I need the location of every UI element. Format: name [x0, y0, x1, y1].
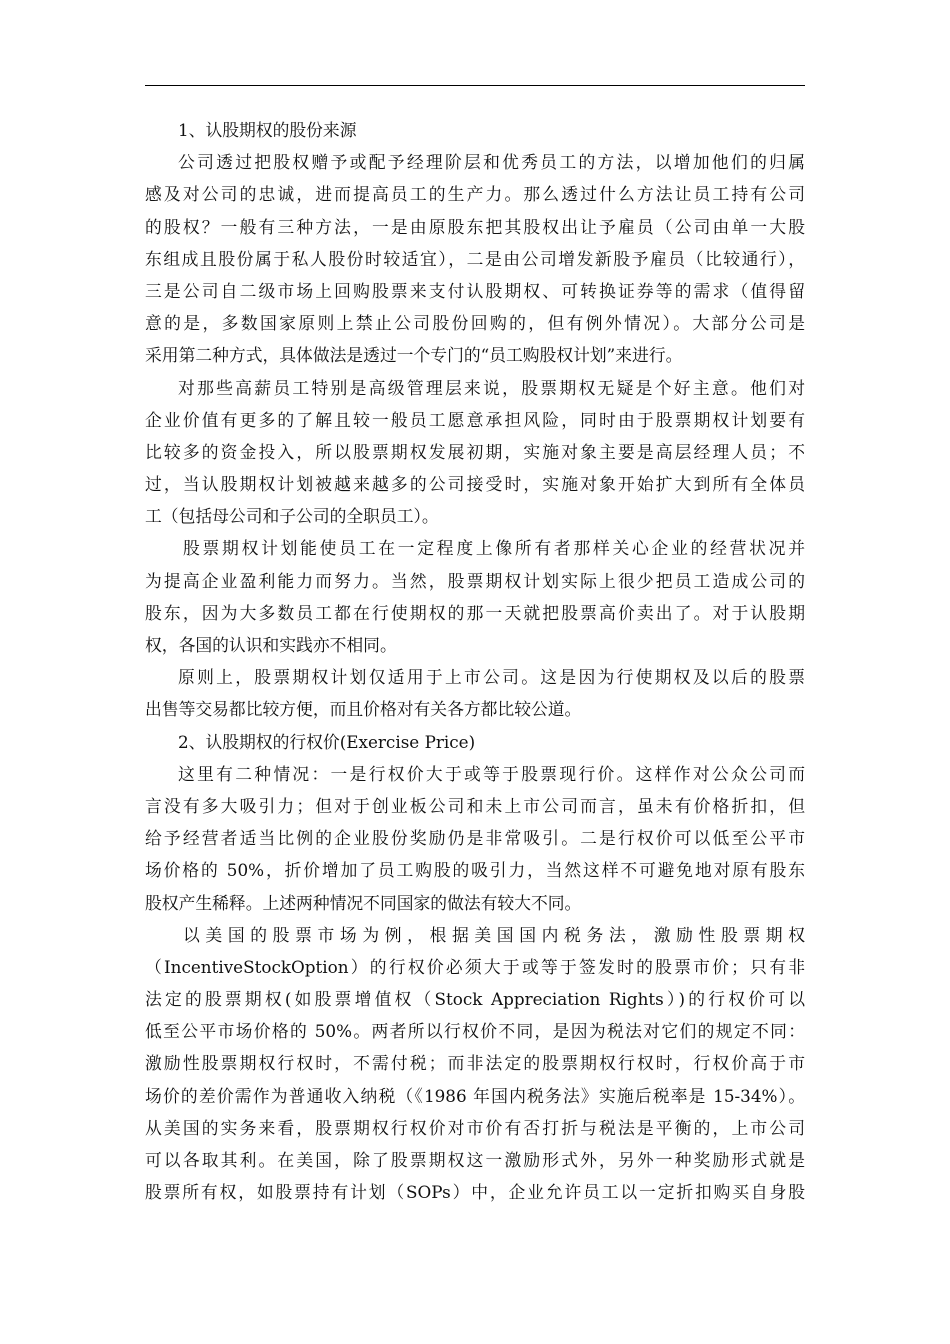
paragraph-line: 可以各取其利。在美国，除了股票期权这一激励形式外，另外一种奖励形式就是 — [145, 1150, 805, 1170]
paragraph-line: 权，各国的认识和实践亦不相同。 — [145, 635, 397, 655]
header-rule — [145, 85, 805, 86]
paragraph-line: 东组成且股份属于私人股份时较适宜），二是由公司增发新股予雇员（比较通行）， — [145, 248, 805, 269]
paragraph-line: 感及对公司的忠诚，进而提高员工的生产力。那么透过什么方法让员工持有公司 — [145, 184, 805, 205]
paragraph-line: 企业价值有更多的了解且较一般员工愿意承担风险，同时由于股票期权计划要有 — [145, 409, 805, 430]
section-heading-2: 2、认股期权的行权价(Exercise Price) — [178, 731, 476, 752]
paragraph-line: 公司透过把股权赠予或配予经理阶层和优秀员工的方法，以增加他们的归属 — [178, 152, 805, 173]
paragraph-line: 股票期权计划能使员工在一定程度上像所有者那样关心企业的经营状况并 — [183, 538, 805, 559]
paragraph-line: 比较多的资金投入，所以股票期权发展初期，实施对象主要是高层经理人员；不 — [145, 441, 805, 462]
paragraph-line: 激励性股票期权行权时，不需付税；而非法定的股票期权行权时，行权价高于市 — [145, 1053, 805, 1074]
paragraph-line: 场价的差价需作为普通收入纳税（《1986 年国内税务法》实施后税率是 15-34%）。 — [145, 1085, 805, 1106]
paragraph-line: 三是公司自二级市场上回购股票来支付认股期权、可转换证券等的需求（值得留 — [145, 280, 805, 301]
paragraph-line: 以美国的股票市场为例，根据美国国内税务法，激励性股票期权 — [183, 924, 805, 945]
paragraph-line: 低至公平市场价格的 50%。两者所以行权价不同，是因为税法对它们的规定不同： — [145, 1021, 805, 1042]
paragraph-line: 言没有多大吸引力；但对于创业板公司和未上市公司而言，虽未有价格折扣，但 — [145, 795, 805, 816]
paragraph-line: 给予经营者适当比例的企业股份奖励仍是非常吸引。二是行权价可以低至公平市 — [145, 828, 805, 849]
paragraph-line: 从美国的实务来看，股票期权行权价对市价有否打折与税法是平衡的，上市公司 — [145, 1117, 805, 1138]
paragraph-line: 过，当认股期权计划被越来越多的公司接受时，实施对象开始扩大到所有全体员 — [145, 474, 805, 495]
paragraph-line: （IncentiveStockOption）的行权价必须大于或等于签发时的股票市价；只有非 — [145, 956, 805, 977]
paragraph-line: 股票所有权，如股票持有计划（SOPs）中，企业允许员工以一定折扣购买自身股 — [145, 1182, 805, 1203]
paragraph-line: 股东，因为大多数员工都在行使期权的那一天就把股票高价卖出了。对于认股期 — [145, 602, 805, 623]
paragraph-line: 采用第二种方式，具体做法是透过一个专门的“员工购股权计划”来进行。 — [145, 345, 683, 366]
document-body — [145, 114, 805, 1208]
paragraph-line: 法定的股票期权(如股票增值权（Stock Appreciation Rights）)的行权价可以 — [145, 989, 805, 1010]
section-heading-1: 1、认股期权的股份来源 — [178, 120, 357, 140]
paragraph-line: 对那些高薪员工特别是高级管理层来说，股票期权无疑是个好主意。他们对 — [178, 377, 805, 398]
paragraph-line: 为提高企业盈利能力而努力。当然，股票期权计划实际上很少把员工造成公司的 — [145, 570, 805, 591]
paragraph-line: 的股权？一般有三种方法，一是由原股东把其股权出让予雇员（公司由单一大股 — [145, 216, 805, 237]
paragraph-line: 这里有二种情况：一是行权价大于或等于股票现行价。这样作对公众公司而 — [178, 763, 805, 784]
paragraph-line: 场价格的 50%，折价增加了员工购股的吸引力，当然这样不可避免地对原有股东 — [145, 860, 805, 881]
paragraph-line: 股权产生稀释。上述两种情况不同国家的做法有较大不同。 — [145, 892, 582, 913]
paragraph-line: 出售等交易都比较方便，而且价格对有关各方都比较公道。 — [145, 699, 582, 720]
paragraph-line: 意的是，多数国家原则上禁止公司股份回购的，但有例外情况）。大部分公司是 — [145, 313, 805, 334]
paragraph-line: 工（包括母公司和子公司的全职员工）。 — [145, 506, 439, 527]
paragraph-line: 原则上，股票期权计划仅适用于上市公司。这是因为行使期权及以后的股票 — [178, 667, 805, 688]
